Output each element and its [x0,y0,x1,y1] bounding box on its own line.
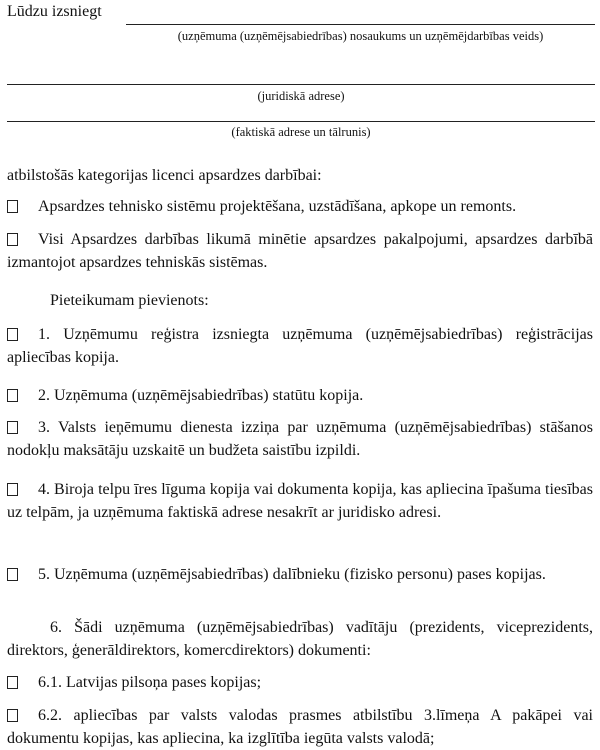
licence-intro: atbilstošās kategorijas licenci apsardzes darbībai: [7,167,322,184]
checkbox[interactable] [7,676,18,689]
licence-option-2: Visi Apsardzes darbības likumā minētie apsardzes pakalpojumi, apsardzes darbībā izmantojot apsardzes tehniskās sistēmas. [7,231,593,271]
attachment-6-1: 6.1. Latvijas pilsoņa pases kopijas; [7,671,593,694]
attachment-2: 2. Uzņēmuma (uzņēmējsabiedrības) statūtu kopija. [7,384,593,407]
checkbox[interactable] [7,233,18,246]
attachment-6: 6. Šādi uzņēmuma (uzņēmējsabiedrības) vadītāju (prezidents, viceprezidents, direktors, ģenerāldirektors, komercdirektors) dokumenti: [7,619,593,659]
checkbox[interactable] [7,568,18,581]
attachment-3: 3. Valsts ieņēmumu dienesta izziņa par uzņēmuma (uzņēmējsabiedrības) stāšanos nodokļu maksātāju uzskaitē un budžeta saistību izpildi. [7,419,593,459]
actual-address-caption: (faktiskā adrese un tālrunis) [231,125,371,139]
checkbox[interactable] [7,483,18,496]
attachment-6-2: 6.2. apliecības par valsts valodas prasmes atbilstību 3.līmeņa A pakāpei vai dokumentu kopijas, kas apliecina, ka izglītība iegūta valsts valodā; [7,707,593,747]
checkbox[interactable] [7,328,18,341]
checkbox[interactable] [7,709,18,722]
licence-option-1: Apsardzes tehnisko sistēmu projektēšana, uzstādīšana, apkope un remonts. [7,195,593,218]
request-label: Lūdzu izsniegt [7,3,102,20]
attachment-1: 1. Uzņēmumu reģistra izsniegta uzņēmuma (uzņēmējsabiedrības) reģistrācijas apliecības kopija. [7,326,593,366]
attachments-heading: Pieteikumam pievienots: [50,292,209,309]
legal-address-caption: (juridiskā adrese) [257,89,345,103]
checkbox[interactable] [7,421,18,434]
checkbox[interactable] [7,200,18,213]
company-name-line [126,24,595,25]
legal-address-line [7,84,595,85]
attachment-4: 4. Biroja telpu īres līguma kopija vai dokumenta kopija, kas apliecina īpašuma tiesības uz telpām, ja uzņēmuma faktiskā adrese nesakrīt ar juridisko adresi. [7,481,593,521]
checkbox[interactable] [7,389,18,402]
attachment-5: 5. Uzņēmuma (uzņēmējsabiedrības) dalībnieku (fizisko personu) pases kopijas. [7,563,593,586]
actual-address-line [7,121,595,122]
company-name-caption: (uzņēmuma (uzņēmējsabiedrības) nosaukums un uzņēmējdarbības veids) [177,29,544,43]
